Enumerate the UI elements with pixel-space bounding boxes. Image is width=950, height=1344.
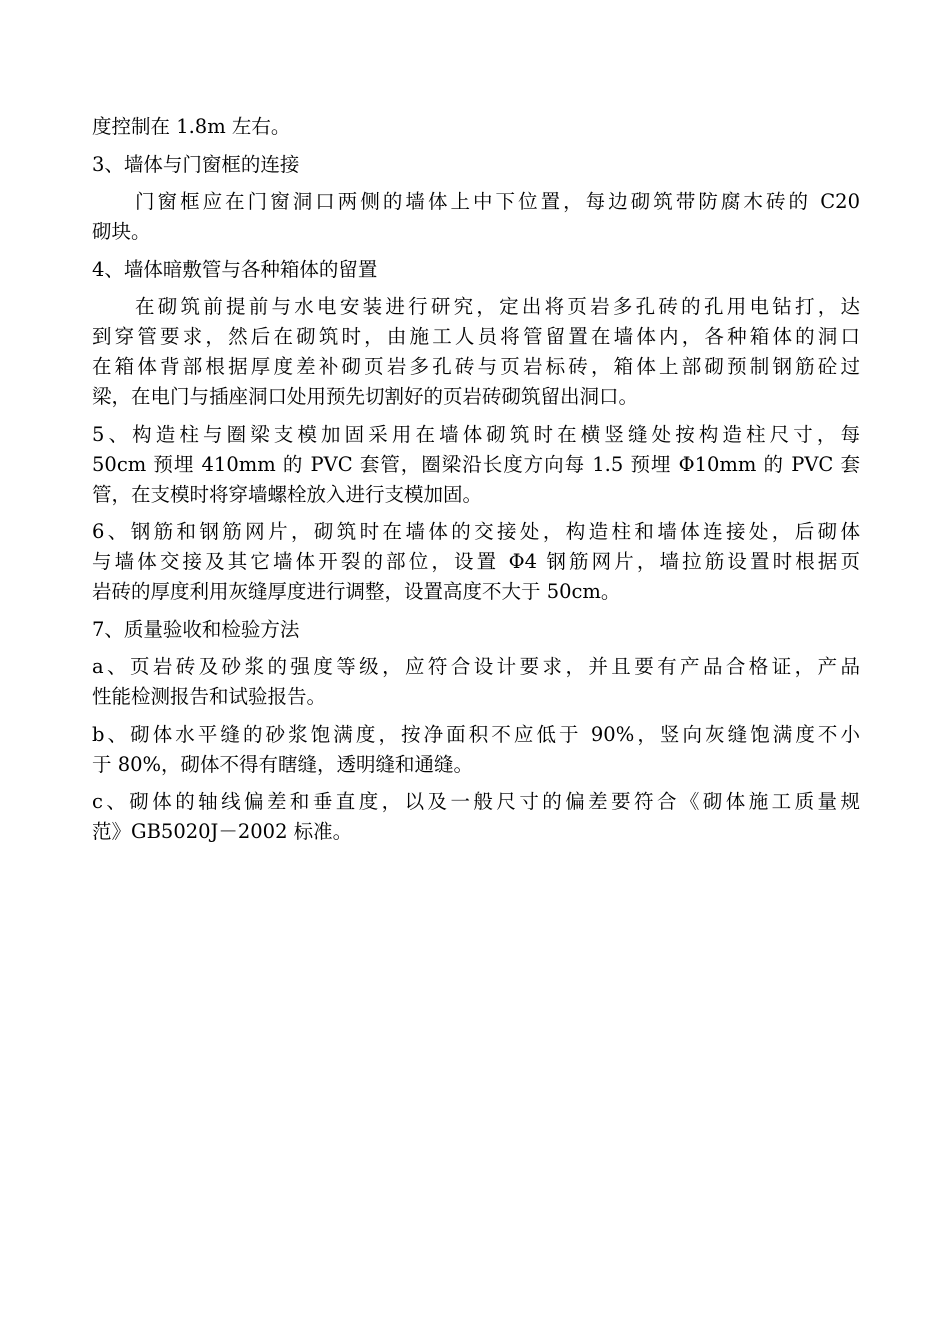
paragraph-item-a xyxy=(92,652,860,712)
document-page xyxy=(92,112,860,855)
text-line: 在砌筑前提前与水电安装进行研究，定出将页岩多孔砖的孔用电钻打，达 xyxy=(135,295,860,318)
section-heading: 3、墙体与门窗框的连接 xyxy=(92,152,300,176)
text-line: 6、钢筋和钢筋网片，砌筑时在墙体的交接处，构造柱和墙体连接处，后砌体 xyxy=(92,520,860,543)
text-line: 范》GB5020J－2002 标准。 xyxy=(92,820,353,843)
heading-door-window-frame xyxy=(92,150,860,180)
text-line: 梁，在电门与插座洞口处用预先切割好的页岩砖砌筑留出洞口。 xyxy=(92,385,639,408)
text-line: 50cm 预埋 410mm 的 PVC 套管，圈梁沿长度方向每 1.5 预埋 Φ10mm 的 PVC 套 xyxy=(92,452,860,476)
text-line: 与墙体交接及其它墙体开裂的部位，设置 Φ4 钢筋网片，墙拉筋设置时根据页 xyxy=(92,550,860,573)
text-line: 砌块。 xyxy=(92,220,151,243)
paragraph-item-c xyxy=(92,787,860,847)
section-heading: 4、墙体暗敷管与各种箱体的留置 xyxy=(92,257,378,281)
text-line: b、砌体水平缝的砂浆饱满度，按净面积不应低于 90%，竖向灰缝饱满度不小 xyxy=(92,722,860,746)
text-line: 到穿管要求，然后在砌筑时，由施工人员将管留置在墙体内，各种箱体的洞口 xyxy=(92,325,860,348)
heading-concealed-pipes xyxy=(92,255,860,285)
paragraph-formwork-reinforcement xyxy=(92,420,860,510)
text-line: 在箱体背部根据厚度差补砌页岩多孔砖与页岩标砖，箱体上部砌预制钢筋砼过 xyxy=(92,355,860,378)
text-line: c、砌体的轴线偏差和垂直度，以及一般尺寸的偏差要符合《砌体施工质量规 xyxy=(92,790,860,813)
paragraph-item-b xyxy=(92,720,860,780)
paragraph-concealed-pipes xyxy=(92,292,860,412)
text-line: 岩砖的厚度利用灰缝厚度进行调整，设置高度不大于 50cm。 xyxy=(92,580,621,603)
paragraph-rebar-mesh xyxy=(92,517,860,607)
text-line: a、页岩砖及砂浆的强度等级，应符合设计要求，并且要有产品合格证，产品 xyxy=(92,655,860,678)
paragraph-height-control xyxy=(92,112,860,142)
text-line: 管，在支模时将穿墙螺栓放入进行支模加固。 xyxy=(92,482,483,506)
text-line: 度控制在 1.8m 左右。 xyxy=(92,115,291,138)
text-line: 性能检测报告和试验报告。 xyxy=(92,685,327,708)
heading-quality-acceptance xyxy=(92,615,860,645)
section-heading: 7、质量验收和检验方法 xyxy=(92,617,300,641)
paragraph-door-window-frame xyxy=(92,187,860,247)
text-line: 于 80%，砌体不得有瞎缝，透明缝和通缝。 xyxy=(92,752,474,776)
text-line: 门窗框应在门窗洞口两侧的墙体上中下位置，每边砌筑带防腐木砖的 C20 xyxy=(135,190,860,213)
text-line: 5、构造柱与圈梁支模加固采用在墙体砌筑时在横竖缝处按构造柱尺寸，每 xyxy=(92,422,860,446)
